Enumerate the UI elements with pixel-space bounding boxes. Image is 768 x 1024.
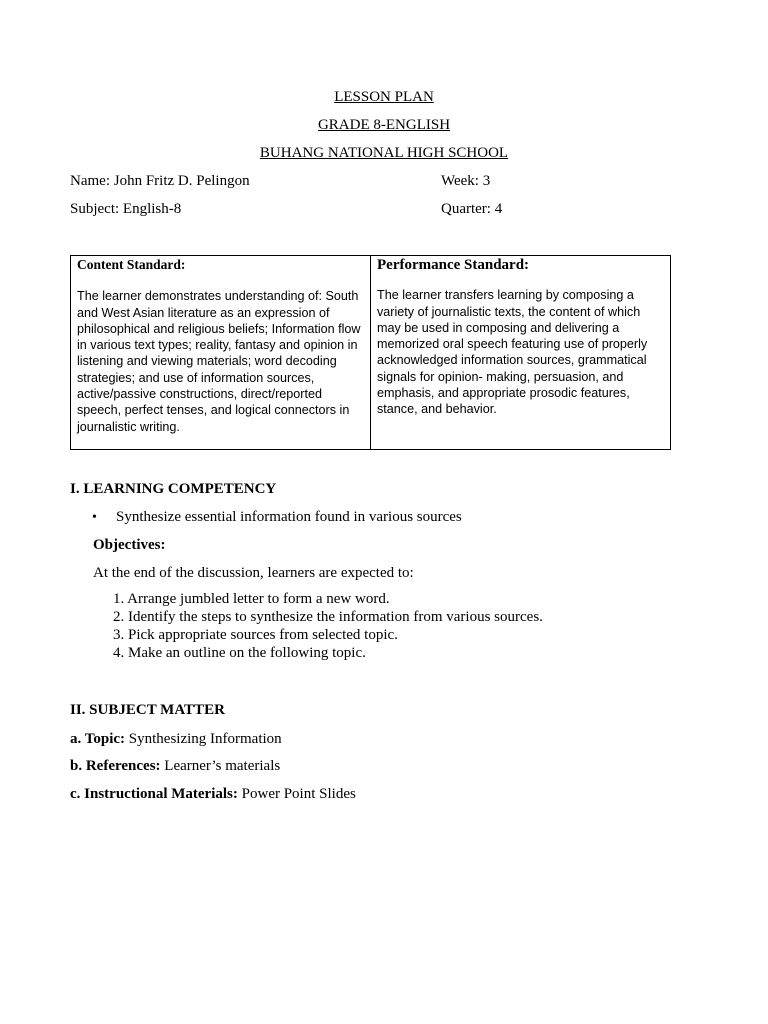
topic-label: a. Topic: <box>70 731 126 747</box>
performance-standard-cell <box>371 256 671 450</box>
performance-standard-text: The learner transfers learning by composing a variety of journalistic texts, the content of which may be used in composing and delivering a memorized oral speech featuring use of properly acknowledged information sources, grammatical signals for opinion- making, persuasion, and emphasis, and appropriate prosodic features, stance, and behavior. <box>377 288 648 417</box>
references-line <box>70 757 280 775</box>
materials-value: Power Point Slides <box>241 786 356 802</box>
content-standard-heading: Content Standard: <box>77 257 186 272</box>
objectives-intro: At the end of the discussion, learners are expected to: <box>93 565 414 581</box>
objective-item: 1. Arrange jumbled letter to form a new word. <box>113 591 390 607</box>
objectives-heading: Objectives: <box>93 537 166 553</box>
teacher-name: Name: John Fritz D. Pelingon <box>70 173 250 189</box>
objective-item: 3. Pick appropriate sources from selected topic. <box>113 627 398 643</box>
competency-heading: I. LEARNING COMPETENCY <box>70 481 277 497</box>
standards-row <box>71 256 671 450</box>
content-standard-text: The learner demonstrates understanding of: South and West Asian literature as an expression of philosophical and religious beliefs; Information flow in various text types; reality, fantasy and opinion in listening and viewing materials; word decoding strategies; and use of information sources, active/passive constructions, direct/reported speech, perfect tenses, and logical connectors in journalistic writing. <box>77 289 361 434</box>
topic-line <box>70 730 282 748</box>
standards-table <box>70 255 671 450</box>
week-label: Week: 3 <box>441 173 491 189</box>
objectives-list <box>113 590 543 662</box>
competency-bullet: Synthesize essential information found in various sources <box>116 509 462 525</box>
references-value: Learner’s materials <box>164 758 281 774</box>
performance-standard-heading: Performance Standard: <box>377 257 530 273</box>
content-standard-cell <box>71 256 371 450</box>
subject-label: Subject: English-8 <box>70 201 182 217</box>
objective-item: 2. Identify the steps to synthesize the information from various sources. <box>113 609 543 625</box>
objective-item: 4. Make an outline on the following topic. <box>113 645 366 661</box>
materials-label: c. Instructional Materials: <box>70 786 238 802</box>
doc-title: LESSON PLAN <box>334 89 434 105</box>
bullet-dot-icon: • <box>92 510 97 525</box>
quarter-label: Quarter: 4 <box>441 201 503 217</box>
materials-line <box>70 785 356 803</box>
grade-line: GRADE 8-ENGLISH <box>317 117 451 133</box>
subject-matter-heading: II. SUBJECT MATTER <box>70 702 225 718</box>
references-label: b. References: <box>70 758 161 774</box>
topic-value: Synthesizing Information <box>128 731 282 747</box>
school-name: BUHANG NATIONAL HIGH SCHOOL <box>259 145 509 161</box>
